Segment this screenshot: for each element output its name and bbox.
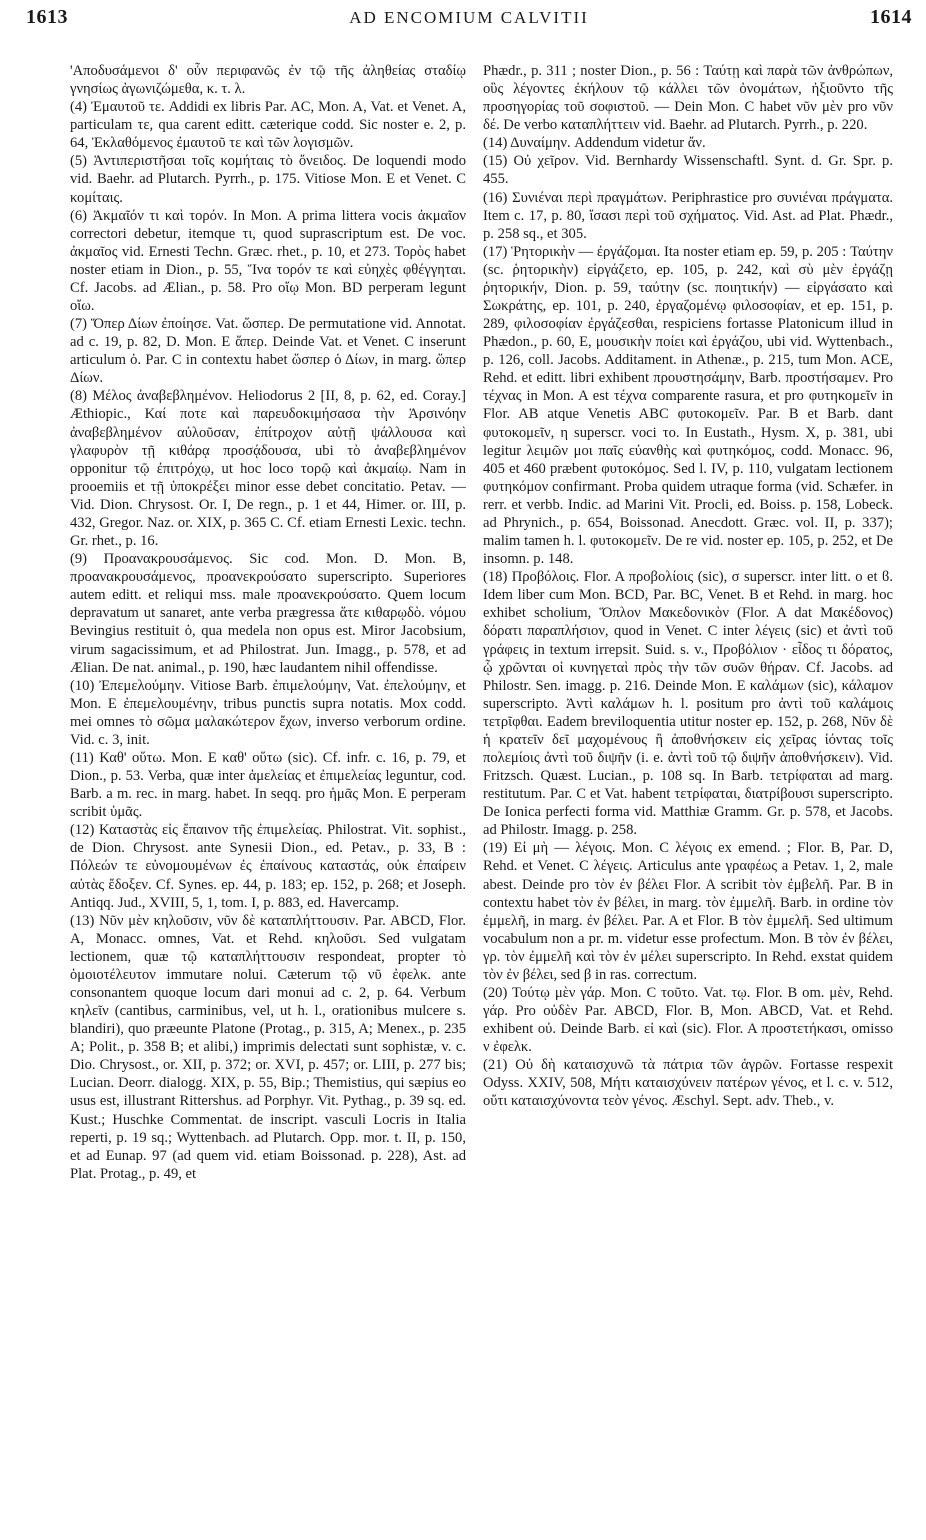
note-12: (12) Καταστὰς εἰς ἔπαινον τῆς ἐπιμελείας. Philostrat. Vit. sophist., de Dion. Chrysost. ante Synesii Dion., ed. Petav., p. 33, B : Πόλεών τε εὐνομουμένων ἐς ἐπαίνους καταστάς, οὐκ ἐπαίρειν αὐτὰς ἔδοξεν. Cf. Synes. ep. 44, p. 183; ep. 152, p. 268; et Joseph. Antiqq. Jud., XVIII, 5, 1, tom. I, p. 883, ed. Havercamp. (70, 822, 466, 911)
right-column (483, 62, 893, 1534)
page-number-left: 1613 (26, 6, 68, 28)
running-header (26, 6, 912, 40)
note-13-continued: Phædr., p. 311 ; noster Dion., p. 56 : Ταύτῃ καὶ παρὰ τῶν ἀνθρώπων, οὓς λέγοντες ἐκήλουν τῷ κάλλει τῶν ὀνομάτων, ἠξιοῦντο τῆς προσηγορίας τοῦ σοφιστοῦ. — Dein Mon. C habet νῦν μὲν pro νῦν δέ. De verbo καταπλήττειν vid. Baehr. ad Plutarch. Pyrrh., p. 220. (483, 63, 893, 134)
note-19: (19) Εἰ μὴ — λέγοις. Mon. C λέγοις ex emend. ; Flor. B, Par. D, Rehd. et Venet. C λέγεις. Articulus ante γραφέως a Petav. 1, 2, male abest. Deinde pro τὸν ἐν βέλει Flor. A scribit τὸν ἐμβελῆ. Par. B in contextu habet τὸν ἐν βέλει, in marg. τὸν ἐμμελῆ. Barb. in ordine τὸν ἐμμελῆ, in marg. ἐν βέλει. Par. A et Flor. B τὸν ἐμμελῆ. Sed ultimum vocabulum non a pr. m. videtur esse profectum. Mon. B τὸν ἐν βέλει, γρ. τὸν ἐμμελῆ καὶ τὸν ἐν μέλει superscripto. In Rehd. exstat quidem τὸν ἐν βέλει, sed β in ras. correctum. (483, 840, 893, 983)
left-column (70, 62, 466, 1534)
note-10: (10) Ἐπεμελούμην. Vitiose Barb. ἐπιμελούμην, Vat. ἐπελούμην, et Mon. E ἐπεμελουμένην, tribus punctis supra notatis. Mox codd. mei omnes τὸ σῶμα μαλακώτερον ἔχων, inverso verborum ordine. Vid. c. 3, init. (70, 677, 466, 748)
note-11: (11) Καθ' οὕτω. Mon. E καθ' οὕτω (sic). Cf. infr. c. 16, p. 79, et Dion., p. 53. Verba, quæ inter ἀμελείας et ἐπιμελείας leguntur, cod. Barb. a m. rec. in marg. habet. In seqq. pro ἡμᾶς Mon. E perperam scribit ὑμᾶς. (70, 749, 466, 821)
note-17: (17) Ῥητορικὴν — ἐργάζομαι. Ita noster etiam ep. 59, p. 205 : Ταύτην (sc. ῥητορικὴν) εἰργάζετο, ep. 105, p. 242, καὶ σὺ μὲν ἐργάζῃ ῥητορικήν, Dion. p. 59, ταύτην (sc. ποιητικήν) — εἰργάσατο καὶ Σωκράτης, ep. 101, p. 240, ἐργαζομένῳ φιλοσοφίαν, et ep. 151, p. 289, φιλοσοφίαν ἐργάζεσθαι, respiciens fortasse Platonicum illud in Phædon., p. 60, E, μουσικὴν ποίει καὶ ἐργάζου, ubi vid. Wyttenbach., p. 126, coll. Jacobs. Additament. in Athenæ., p. 215, tum Mon. ACE, Rehd. et editt. libri exhibent προυστησάμην, Barb. προστήσαμεν. Pro τέχνας in Mon. A est τέχνα comparente rasura, et pro φυτηκομεῖν in Flor. AB atque Venetis ABC φυτοκομεῖν. Par. B et Barb. dant φυτοκομεῖν, η superscr. voci το. In Eustath., Hysm. X, p. 381, ubi legitur λειμῶν μοι παῖς εὐανθὴς καὶ φυτηκόμος, codd. Monacc. 96, 405 et 460 præbent φυτοκόμος. Sed l. IV, p. 110, vulgatam lectionem φυτηκόμον confirmant. Proba quidem utraque forma (vid. Schæfer. in rerr. et verbb. Indic. ad Marini Vit. Procli, ed. Boiss. p. 158, Lobeck. ad Phrynich., p. 654, Boissonad. Anecdott. Græc. vol. II, p. 337); malim tamen h. l. φυτοκομεῖν. De re vid. noster ep. 105, p. 252, et De insomn. p. 148. (483, 243, 893, 568)
page-number-right: 1614 (870, 6, 912, 28)
note-9: (9) Προανακρουσάμενος. Sic cod. Mon. D. Mon. B, προανακρουσάμενος, προανεκρούσατο superscripto. Superiores autem editt. et reliqui mss. male προανεκρούσατο. Quem locum depravatum ut sanaret, ante verba prægressa ἅτε κιθαρῳδὸ. νόμου Bevingius restituit ὁ, qua medela non opus est. Miror Jacobsium, virum sagacissimum, et ad Philostrat. Jun. Imagg., p. 578, et ad Ælian. De nat. animal., p. 190, hæc laudantem nihil offendisse. (70, 551, 466, 676)
note-15: (15) Οὐ χεῖρον. Vid. Bernhardy Wissenschaftl. Synt. d. Gr. Spr. p. 455. (483, 153, 893, 188)
running-title: AD ENCOMIUM CALVITII (349, 8, 589, 27)
note-18: (18) Προβόλοις. Flor. A προβολίοις (sic), σ superscr. inter litt. ο et ϐ. Idem liber cum Mon. BCD, Par. BC, Venet. B et Rehd. in marg. hoc exhibet scholium, Ὅπλον Μακεδονικὸν (Flor. A dat Μακέδονος) δόρατι παραπλήσιον, quod in Venet. C inter λέγεις (sic) et ἀντὶ τοῦ γράφεις in textum irrepsit. Suid. s. v., Προβόλιον · εἶδος τι δόρατος, ᾧ χρῶνται οἱ κυνηγεταὶ πρὸς τὴν τῶν συῶν θήραν. Cf. Jacobs. ad Philostr. Sen. imagg. p. 216. Deinde Mon. E καλάμων (sic), κάλαμον superscripto. Ἀντὶ καλάμων h. l. positum pro ἀντὶ τοῦ καλάμοις τετρῖφθαι. Eadem breviloquentia utitur noster ep. 152, p. 268, Νῦν δὲ ἡ κρατεῖν δεῖ μαχομένους ἢ ἀποθνήσκειν εἰς χεῖρας ἰόντας τοῖς πολεμίοις ἀντὶ τοῦ διψῆν (i. e. ἀντὶ τοῦ τῷ διψῆν ἀποθνήσκειν). Vid. Fritzsch. Quæst. Lucian., p. 108 sq. In Barb. τετρίφαται ad marg. restitutum. Par. C et Vat. habent τετρίφαται, διατρίβουσι superscripto. De Ionica perfecti forma vid. Matthiæ Gramm. Gr. p. 578, et Jacobs. ad Philostr. Imagg. p. 258. (483, 569, 893, 839)
note-20: (20) Τούτῳ μὲν γάρ. Mon. C τοῦτο. Vat. τῳ. Flor. B om. μὲν, Rehd. γάρ. Pro οὐδὲν Par. ABCD, Flor. B, Mon. ABCD, Vat. et Rehd. exhibent οὐ. Deinde Barb. εἰ καὶ (sic). Flor. A προστετήκασι, omisso ν ἐφελκ. (483, 984, 893, 1056)
note-4: (4) Ἐμαυτοῦ τε. Addidi ex libris Par. AC, Mon. A, Vat. et Venet. A, particulam τε, qua carent editt. cæterique codd. Sic noster e. 2, p. 64, Ἐκλαθόμενος ἐμαυτοῦ τε καὶ τῶν λογισμῶν. (70, 99, 466, 152)
note-21: (21) Οὐ δὴ καταισχυνῶ τὰ πάτρια τῶν ἀγρῶν. Fortasse respexit Odyss. XXIV, 508, Μήτι καταισχύνειν πατέρων γένος, et l. c. v. 512, οὔτι καταισχύνοντα τεὸν γένος. Æschyl. Sept. adv. Theb., v. (483, 1057, 893, 1110)
note-8: (8) Μέλος ἀναβεβλημένον. Heliodorus 2 [II, 8, p. 62, ed. Coray.] Æthiopic., Καί ποτε καὶ παρευδοκιμήσασα τὴν Ἀρσινόην ἀναβεβλημένον αὐλοῦσαν, ἐπίτροχον αὐτῇ ψάλλουσα καὶ γλαφυρὸν τῇ κιθάρᾳ προσᾴδουσα, ubi τὸ ἀναβεβλημένον opponitur τῷ ἐπιτρόχῳ, ut hoc loco τορῷ καὶ ἀκμαίῳ. Nam in prooemiis et τῇ ὑποκρέξει minor esse debet concitatio. Petav. — Vid. Dion. Chrysost. Or. I, De regn., p. 1 et 44, Himer. or. III, p. 432, Gregor. Naz. or. XIX, p. 365 C. Cf. etiam Ernesti Lexic. techn. Gr. rhet., p. 16. (70, 388, 466, 550)
note-7: (7) Ὅπερ Δίων ἐποίησε. Vat. ὥσπερ. De permutatione vid. Annotat. ad c. 19, p. 82, D. Mon. E ἅπερ. Deinde Vat. et Venet. C inserunt articulum ὁ. Par. C in contextu habet ὥσπερ ὁ Δίων, in marg. ὥπερ Δίων. (70, 316, 466, 387)
note-6: (6) Ἀκμαῖόν τι καὶ τορόν. In Mon. A prima littera vocis ἀκμαῖον correctori debetur, itemque τι, quod suprascriptum est. De voc. ἀκμαῖος vid. Ernesti Techn. Græc. rhet., p. 10, et 273. Τορὸς habet noster etiam in Dion., p. 55, Ἵνα τορόν τε καὶ εὐηχὲς φθέγγηται. Cf. Jacobs. ad Ælian., p. 58. Pro οἴῳ Mon. BD perperam legunt οἴω. (70, 207, 466, 315)
note-14: (14) Δυναίμην. Addendum videtur ἄν. (483, 135, 706, 152)
note-13: (13) Νῦν μὲν κηλοῦσιν, νῦν δὲ καταπλήττουσιν. Par. ABCD, Flor. A, Monacc. omnes, Vat. et Rehd. κηλοῦσι. Sed vulgatam lectionem, quæ τῷ καταπλήττουσιν respondeat, propter τὸ ὁμοιοτέλευτον immutare nolui. Cæterum τῷ νῦ ἐφελκ. ante consonantem quoque locum dari monui ad c. 2, p. 64. Verbum κηλεῖν (cantibus, carminibus, vel, ut h. l., orationibus mulcere s. blandiri), quo præeunte Platone (Protag., p. 315, A; Menex., p. 235 A; Polit., p. 358 B; et alibi,) imprimis delectati sunt sophistæ, v. c. Dio. Chrysost., or. XII, p. 372; or. XVI, p. 457; or. LIII, p. 277 bis; Lucian. Deorr. dialogg. XIX, p. 55, Bip.; Themistius, qui sæpius eo usus est, illustrant Rittershus. ad Porphyr. Vit. Pythag., p. 39 sq. ed. Kust.; Huschke Commentat. de inscript. vasculi Locris in Italia reperti, p. 19 sq.; Wyttenbach. ad Plutarch. Opp. mor. t. II, p. 150, et ad Eunap. 97 (ad quem vid. etiam Boissonad. p. 228), Ast. ad Plat. Protag., p. 49, et (70, 912, 466, 1182)
note-16: (16) Συνιέναι περὶ πραγμάτων. Periphrastice pro συνιέναι πράγματα. Item c. 17, p. 80, ἴσασι περὶ τοῦ σχήματος. Vid. Ast. ad Plat. Phædr., p. 258 sq., et 305. (483, 189, 893, 242)
note-5: (5) Ἀντιπεριστῆσαι τοῖς κομήταις τὸ ὄνειδος. De loquendi modo vid. Baehr. ad Plutarch. Pyrrh., p. 175. Vitiose Mon. E et Venet. C κομίταις. (70, 153, 466, 206)
note-paragraph: 'Αποδυσάμενοι δ' οὖν περιφανῶς ἐν τῷ τῆς ἀληθείας σταδίῳ γνησίως ἀγωνιζώμεθα, κ. τ. λ. (70, 63, 466, 98)
